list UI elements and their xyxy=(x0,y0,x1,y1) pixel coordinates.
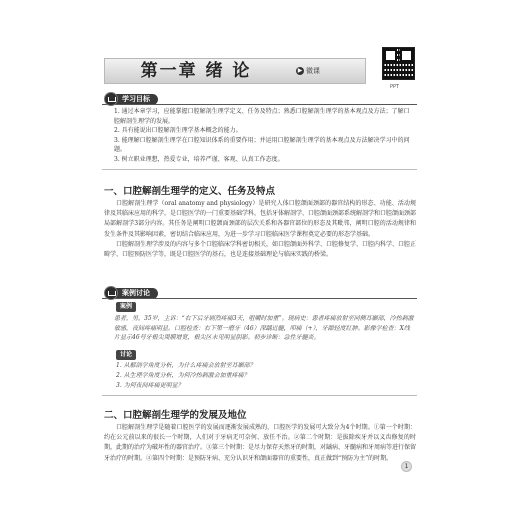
micro-lesson-label: 微课 xyxy=(306,67,320,75)
case-subtag: 案例 xyxy=(116,302,136,312)
objectives-bottom-rule xyxy=(102,169,417,170)
objective-item: 3. 能理解口腔解剖生理学在口腔知识体系的重要作用；并运用口腔解剖生理学的基本观点及方法解决学习中的问题。 xyxy=(114,136,410,153)
section2-paragraph: 口腔解剖生理学是随着口腔医学的发展而逐渐发展成熟的，口腔医学的发展可大致分为4个时期。①第一个时期：约在公元前以来的很长一个时期，人们对于牙病无可奈何、放任不治。②第二个时期：是拔除疾牙并以义齿修复的时期，此期的治疗为破坏性的器官治疗。③第三个时期：是尽力保存天然牙的时期，对龋病、牙髓病和牙周病等进行保留牙治疗的时期。④第四个时期：是预防牙病、充分认识牙和颌面器官的重要性，真正做到“预防为主”的时期。 xyxy=(104,424,417,462)
discussion-question: 2. 从生理学角度分析，为何冷热刺激会加重疼痛？ xyxy=(116,372,250,379)
objective-item: 1. 通过本章学习，应能掌握口腔解剖生理学定义、任务及特点；熟悉口腔解剖生理学的基本观点及方法；了解口腔解剖生理学的发展。 xyxy=(114,108,410,125)
section1-paragraph: 口腔解剖生理学涉及的内容与多个口腔临床学科密切相关，如口腔颌面外科学、口腔修复学、口腔内科学、口腔正畸学、口腔预防医学等，既是口腔医学的基石，也是连接基础理论与临床实践的桥梁。 xyxy=(104,240,417,259)
case-bottom-rule xyxy=(102,395,417,396)
case-top-rule xyxy=(102,298,417,299)
case-description: 患者，男，35岁，主诉：“右下后牙剧烈疼痛3天，咀嚼时加重”。现病史：患者疼痛放射至同侧耳颞部，冷热刺激敏感，夜间疼痛明显。口腔检查：右下第一磨牙（46）深龋近髓，叩痛（+），牙龈轻度红肿。影像学检查：X线片显示46号牙根尖周膜增宽，根尖区未见明显阴影。初步诊断：急性牙髓炎。 xyxy=(114,315,414,341)
chapter-title: 第一章 绪 论 xyxy=(140,61,252,81)
objectives-top-rule xyxy=(102,104,417,105)
play-icon: ▶ xyxy=(297,67,303,74)
discussion-question: 3. 为何夜间疼痛更明显？ xyxy=(116,382,184,389)
section1-paragraph: 口腔解剖生理学（oral anatomy and physiology）是研究人体口腔颌面颈部的器官结构的形态、功能、活动规律及其临床应用的科学，是口腔医学的一门重要基础学科，包括牙体解剖学、口腔颌面颈部系统解剖学和口腔颌面颈部局部解剖学3部分内容。其任务是阐明口腔颌面颈部的层次关系和各器官部位的形态及其毗邻，阐明口腔的活动规律和发生条件及其影响因素，密切结合临床应用，为进一步学习口腔临床医学课程奠定必要的形态学基础。 xyxy=(104,200,417,238)
objectives-list xyxy=(114,107,414,164)
case-text xyxy=(114,314,414,343)
discussion-icon xyxy=(104,286,118,300)
qr-code[interactable] xyxy=(382,47,415,80)
section1-heading: 一、口腔解剖生理学的定义、任务及特点 xyxy=(104,186,276,197)
discussion-question: 1. 从解剖学角度分析，为什么疼痛会放射至耳颞部？ xyxy=(116,362,256,369)
ppt-label: PPT xyxy=(390,84,400,90)
case-tag-label: 案例讨论 xyxy=(114,288,158,299)
objectives-tag-label: 学习目标 xyxy=(114,94,158,105)
section2-heading: 二、口腔解剖生理学的发展及地位 xyxy=(104,410,247,421)
discussion-questions xyxy=(116,361,406,391)
book-icon xyxy=(104,92,118,106)
discuss-subtag: 讨论 xyxy=(116,350,136,360)
objective-item: 2. 具有能说出口腔解剖生理学基本概念的能力。 xyxy=(114,127,242,134)
objective-item: 3. 树立职业理想，热爱专业，培养严谨、客观、认真工作态度。 xyxy=(114,155,284,163)
section1-body xyxy=(104,199,416,260)
page-number: 1 xyxy=(401,461,412,472)
micro-lesson-link[interactable] xyxy=(296,66,320,76)
section2-body xyxy=(104,423,416,464)
